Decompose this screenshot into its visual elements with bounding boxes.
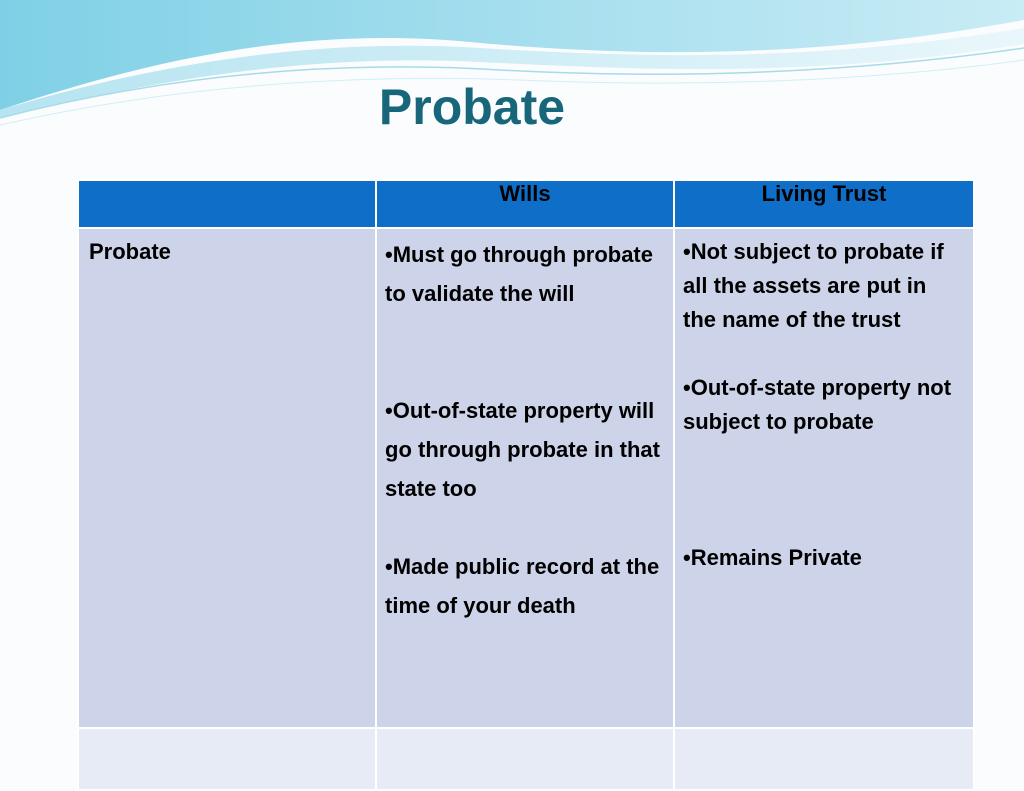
wills-bullet-3: •Made public record at the time of your death <box>385 554 660 618</box>
trust-bullet-1: •Not subject to probate if all the assets are put in the name of the trust <box>683 239 944 332</box>
header-cell-wills: Wills <box>376 180 674 228</box>
comparison-table <box>77 179 975 791</box>
row-label-probate: Probate <box>78 228 376 728</box>
wills-cell <box>376 228 674 728</box>
living-trust-cell <box>674 228 974 728</box>
page-title: Probate <box>378 79 566 135</box>
table-row-empty <box>78 728 974 790</box>
wills-bullet-2: •Out-of-state property will go through probate in that state too <box>385 398 660 501</box>
empty-cell <box>78 728 376 790</box>
header-cell-living-trust: Living Trust <box>674 180 974 228</box>
header-cell-empty <box>78 180 376 228</box>
trust-bullet-3: •Remains Private <box>683 545 862 570</box>
wills-bullet-1: •Must go through probate to validate the will <box>385 242 653 306</box>
trust-bullet-2: •Out-of-state property not subject to probate <box>683 375 952 434</box>
table-header-row <box>78 180 974 228</box>
table-row <box>78 228 974 728</box>
empty-cell <box>376 728 674 790</box>
empty-cell <box>674 728 974 790</box>
